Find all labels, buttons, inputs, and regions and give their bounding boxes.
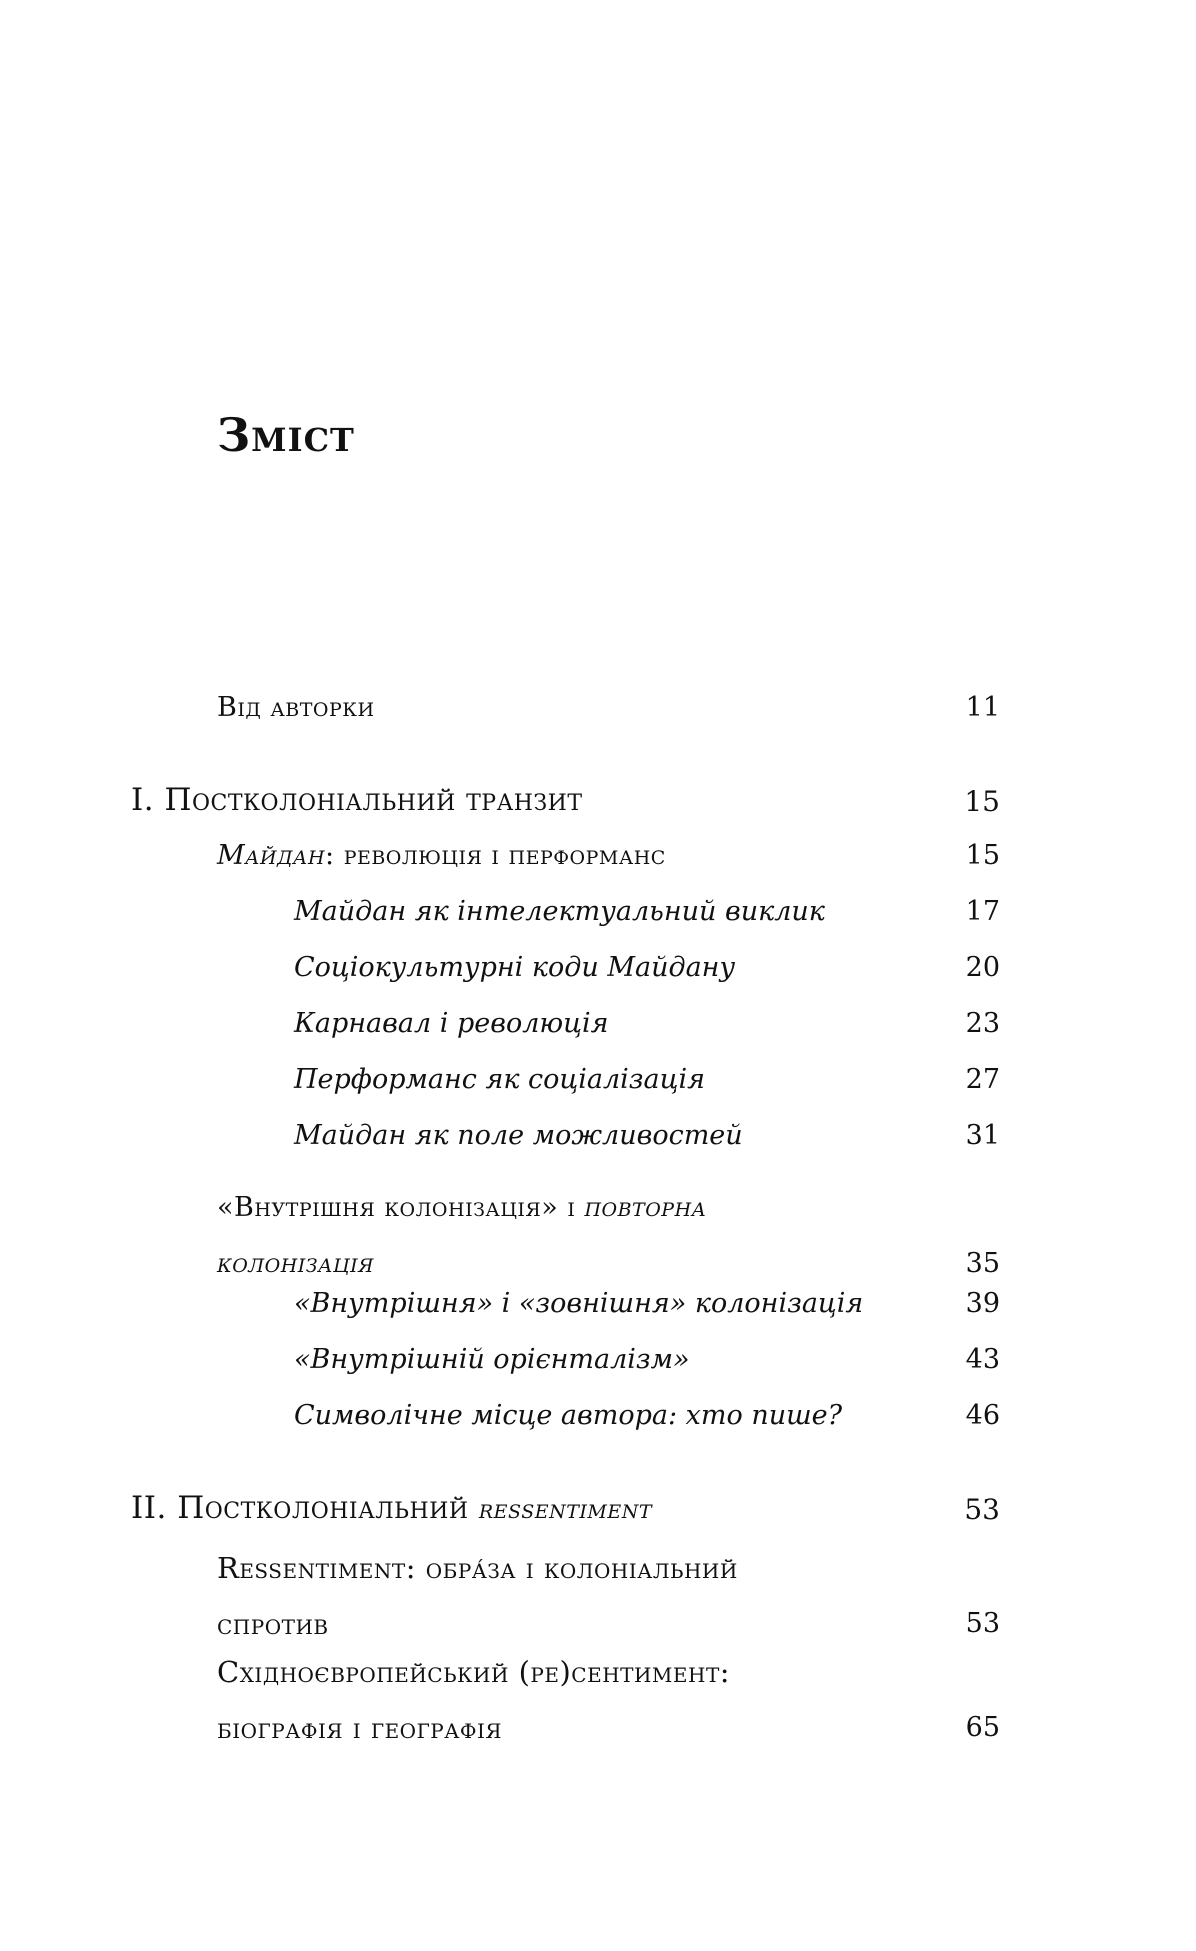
toc-entry-label: «Внутрішній орієнталізм» [294,1344,690,1375]
toc-entry-label-rest: : революція і перформанс [325,840,666,871]
toc-entry-label-plain: II. Постколоніальний [131,1490,479,1526]
toc-entry-section[interactable] [294,1064,1000,1095]
toc-entry-section[interactable] [294,896,1000,927]
toc-page-number: 11 [965,692,1000,723]
toc-page-number: 27 [965,1064,1000,1095]
toc-entry-label-italic: ressentiment [478,1494,653,1525]
toc-entry-foreword[interactable] [217,692,1000,723]
toc-page-number: 53 [964,1493,1000,1526]
toc-entry-label: Соціокультурні коди Майдану [294,952,736,983]
toc-entry-label: «Внутрішня» і «зовнішня» колонізація [294,1288,864,1319]
toc-page-number: 46 [965,1400,1000,1431]
toc-entry-label-line1-italic: повторна [584,1192,707,1223]
toc-page-number: 15 [965,840,1000,871]
toc-page-number: 53 [965,1608,1000,1639]
toc-entry-label: Карнавал і революція [294,1008,609,1039]
toc-entry-part-2[interactable] [131,1490,1000,1526]
toc-entry-label [217,1644,730,1756]
toc-entry-section[interactable] [294,1288,1000,1319]
toc-entry-section[interactable] [294,1400,1000,1431]
toc-entry-label: Від авторки [217,692,375,723]
toc-entry-label-italic: Майдан [217,840,326,871]
toc-entry-chapter-east-european[interactable] [217,1644,1000,1756]
toc-entry-chapter-colonization[interactable] [217,1180,1000,1292]
toc-entry-label [217,1540,738,1652]
toc-entry-label [217,840,666,871]
toc-entry-label-line1: Східноєвропейський (ре)сентимент: [217,1655,731,1689]
toc-entry-section[interactable] [294,952,1000,983]
toc-page-number: 17 [965,896,1000,927]
toc-entry-label [217,1180,707,1292]
toc-page-number: 15 [964,785,1000,818]
toc-entry-label: Майдан як інтелектуальний виклик [294,896,825,927]
toc-page-number: 20 [965,952,1000,983]
toc-entry-section[interactable] [294,1120,1000,1151]
toc-entry-section[interactable] [294,1008,1000,1039]
toc-entry-label: Майдан як поле можливостей [294,1120,743,1151]
toc-entry-label: I. Постколоніальний транзит [131,782,583,818]
toc-page-number: 43 [965,1344,1000,1375]
toc-entry-label-line1: «Внутрішня колонізація» і [217,1192,585,1223]
toc-entry-chapter-maidan[interactable] [217,840,1000,871]
toc-entry-part-1[interactable] [131,782,1000,818]
toc-entry-label [131,1490,652,1526]
toc-entry-chapter-ressentiment[interactable] [217,1540,1000,1652]
toc-entry-section[interactable] [294,1344,1000,1375]
toc-page-number: 65 [965,1712,1000,1743]
toc-entry-label-line2: спротив [217,1607,329,1641]
toc-page-number: 23 [965,1008,1000,1039]
toc-entry-label: Перформанс як соціалізація [294,1064,705,1095]
page-title: Зміст [217,408,355,462]
toc-entry-label-line1: Ressentiment: обра́за і колоніальний [217,1551,738,1585]
toc-page-number: 39 [965,1288,1000,1319]
toc-entry-label-line2: колонізація [217,1248,374,1279]
toc-entry-label-line2: біографія і географія [217,1711,503,1745]
toc-page-number: 35 [965,1248,1000,1279]
toc-entry-label: Символічне місце автора: хто пише? [294,1400,843,1431]
toc-page-number: 31 [965,1120,1000,1151]
